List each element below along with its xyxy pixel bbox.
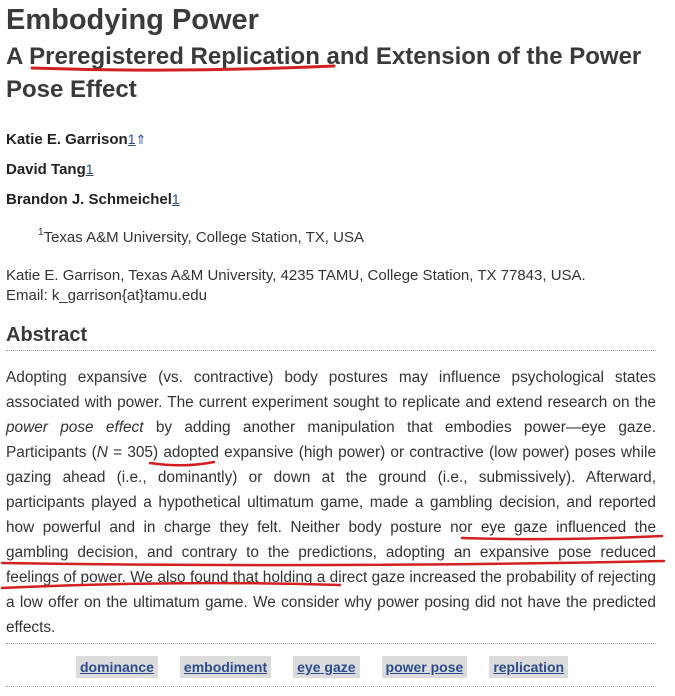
affiliation-text: Texas A&M University, College Station, TX, USA bbox=[43, 229, 364, 246]
abstract-part: by adding another manipulation that embodies power—eye gaze. Participants ( bbox=[6, 419, 656, 461]
corresponding-arrow-icon[interactable]: ⇑ bbox=[135, 132, 147, 147]
affiliation-number: 1 bbox=[38, 227, 44, 238]
keyword-list bbox=[76, 656, 590, 678]
affiliation-link[interactable]: 1 bbox=[127, 131, 136, 147]
author-item bbox=[6, 188, 180, 218]
article-subtitle: A Preregistered Replication and Extension of the Power Pose Effect bbox=[6, 43, 642, 103]
keyword-link[interactable]: embodiment bbox=[180, 656, 271, 678]
affiliation-link[interactable]: 1 bbox=[85, 161, 94, 177]
keyword-link[interactable]: replication bbox=[489, 656, 568, 678]
keyword-link[interactable]: eye gaze bbox=[293, 656, 359, 678]
author-item bbox=[6, 128, 180, 158]
article-title: Embodying Power bbox=[6, 4, 259, 36]
divider bbox=[6, 686, 656, 687]
author-name: Brandon J. Schmeichel bbox=[6, 191, 172, 208]
abstract-part: Adopting expansive (vs. contractive) body postures may influence psychological states associated with power. The current experiment sought to replicate and extend research on the bbox=[6, 369, 656, 411]
abstract-emphasis: power pose effect bbox=[6, 419, 144, 436]
correspondence bbox=[6, 266, 586, 306]
author-name: Katie E. Garrison bbox=[6, 131, 128, 148]
correspondence-email: Email: k_garrison{at}tamu.edu bbox=[6, 287, 207, 304]
author-item bbox=[6, 158, 180, 188]
sample-size-symbol: N bbox=[96, 444, 108, 461]
divider bbox=[6, 643, 656, 644]
keyword-link[interactable]: power pose bbox=[382, 656, 468, 678]
affiliation-link[interactable]: 1 bbox=[171, 191, 180, 207]
abstract-heading: Abstract bbox=[6, 322, 656, 351]
abstract-text bbox=[6, 365, 656, 640]
keyword-link[interactable]: dominance bbox=[76, 656, 158, 678]
abstract-part: = 305) adopted expansive (high power) or contractive (low power) poses while gazing ahead (i.e., dominantly) or down at the ground (i.e., submissively). Afterward, participants played a hypothetical ultimatum game, made a gambling decision, and reported how powerful and in charge they felt. Neither body posture nor eye gaze influenced the gambling decision, and contrary to the predictions, adopting an expansive pose reduced feelings of power. We also found that holding a direct gaze increased the probability of rejecting a low offer on the ultimatum game. We consider why power posing did not have the predicted effects. bbox=[6, 444, 656, 636]
correspondence-address: Katie E. Garrison, Texas A&M University, 4235 TAMU, College Station, TX 77843, USA. bbox=[6, 267, 586, 284]
affiliation bbox=[38, 228, 364, 246]
author-list bbox=[6, 128, 180, 218]
author-name: David Tang bbox=[6, 161, 86, 178]
